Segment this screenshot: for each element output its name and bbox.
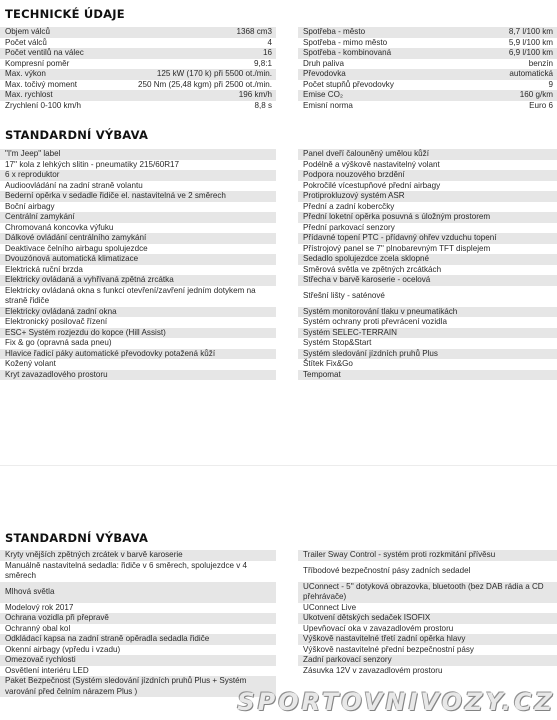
spec-row: Max. výkon 125 kW (170 k) při 5500 ot./min. xyxy=(0,69,276,80)
spec-row: Objem válců 1368 cm3 xyxy=(0,27,276,38)
standard-equipment-heading-2: STANDARDNÍ VÝBAVA xyxy=(5,531,149,545)
list-item: 6 x reproduktor xyxy=(0,170,276,181)
list-item: Výškově nastavitelné přední bezpečnostní pásy xyxy=(303,644,474,654)
list-item: "I'm Jeep" label xyxy=(0,149,276,160)
list-item: Systém SELEC-TERRAIN xyxy=(298,328,557,339)
technical-heading: TECHNICKÉ ÚDAJE xyxy=(5,7,125,21)
list-item: Systém Stop&Start xyxy=(303,338,372,347)
list-item: Přední loketní opěrka posuvná s úložným prostorem xyxy=(298,212,557,223)
list-item: Směrová světla ve zpětných zrcátkách xyxy=(303,264,442,274)
list-item: 17'' kola z lehkých slitin - pneumatiky 215/60R17 xyxy=(5,159,180,169)
list-item: Elektricky ovládaná okna s funkcí otevření/zavření jedním dotykem na straně řidiče xyxy=(5,285,256,305)
spec-row: Emisní norma Euro 6 xyxy=(303,100,553,110)
list-item: Okenní airbagy (vpředu i vzadu) xyxy=(5,644,121,654)
spec-row: Spotřeba - mimo město 5,9 l/100 km xyxy=(303,37,553,47)
spec-row: Druh paliva benzín xyxy=(303,58,553,68)
spec-row: Spotřeba - kombinovaná 6,9 l/100 km xyxy=(298,48,557,59)
spec-row: Zrychlení 0-100 km/h 8,8 s xyxy=(5,100,272,110)
list-item: ESC+ Systém rozjezdu do kopce (Hill Assist) xyxy=(0,328,276,339)
list-item: UConnect - 5'' dotyková obrazovka, bluetooth (bez DAB rádia a CD přehrávače) xyxy=(298,582,557,603)
spec-row: Převodovka automatická xyxy=(298,69,557,80)
list-item: Ochrana vozidla při přepravě xyxy=(0,613,276,624)
list-item: Kožený volant xyxy=(5,359,56,368)
spec-row: Spotřeba - město 8,7 l/100 km xyxy=(298,27,557,38)
standard-left-list xyxy=(0,149,276,380)
list-item: Fix & go (opravná sada pneu) xyxy=(5,338,112,347)
list-item: Ukotvení dětských sedaček ISOFIX xyxy=(298,613,557,624)
list-item: Omezovač rychlosti xyxy=(0,655,276,666)
list-item: Bederní opěrka v sedadle řidiče el. nastavitelná ve 2 směrech xyxy=(0,191,276,202)
list-item: Střešní lišty - saténové xyxy=(303,290,385,300)
list-item: Centrální zamykání xyxy=(0,212,276,223)
list-item: Hlavice řadicí páky automatické převodovky potažená kůží xyxy=(0,349,276,360)
page-divider xyxy=(0,465,557,466)
standard2-left-list xyxy=(0,550,276,697)
list-item: Podélně a výškově nastavitelný volant xyxy=(303,159,440,169)
list-item: Dálkové ovládání centrálního zamykání xyxy=(0,233,276,244)
list-item: Přídavné topení PTC - přídavný ohřev vzduchu topení xyxy=(298,233,557,244)
list-item: Střecha v barvě karoserie - ocelová xyxy=(298,275,557,286)
list-item: Elektronický posilovač řízení xyxy=(5,317,108,326)
list-item: Kryt zavazadlového prostoru xyxy=(0,370,276,381)
list-item: Dvouzónová automatická klimatizace xyxy=(0,254,276,265)
list-item: Ochranný obal kol xyxy=(5,623,71,633)
spec-row: Kompresní poměr 9,8:1 xyxy=(5,58,272,68)
list-item: Přístrojový panel se 7'' plnobarevným TFT displejem xyxy=(303,243,491,253)
list-item: Sedadlo spolujezdce zcela sklopné xyxy=(298,254,557,265)
list-item: Elektrická ruční brzda xyxy=(5,264,83,274)
list-item: Tříbodové bezpečnostní pásy zadních sedadel xyxy=(303,565,471,575)
list-item: Systém sledování jízdních pruhů Plus xyxy=(298,349,557,360)
spec-row: Max. točivý moment 250 Nm (25,48 kgm) při 2500 ot./min. xyxy=(5,79,272,89)
list-item: UConnect Live xyxy=(303,602,357,612)
spec-row: Počet ventilů na válec 16 xyxy=(0,48,276,59)
list-item: Pokročilé vícestupňové přední airbagy xyxy=(303,180,441,190)
list-item: Přední parkovací senzory xyxy=(303,222,395,232)
list-item: Upevňovací oka v zavazadlovém prostoru xyxy=(303,623,454,633)
list-item: Podpora nouzového brzdění xyxy=(298,170,557,181)
standard-equipment-heading: STANDARDNÍ VÝBAVA xyxy=(5,128,149,142)
spec-row: Počet válců 4 xyxy=(5,37,272,47)
list-item: Výškově nastavitelné třetí zadní opěrka hlavy xyxy=(298,634,557,645)
spec-row: Max. rychlost 196 km/h xyxy=(0,90,276,101)
list-item: Systém ochrany proti převrácení vozidla xyxy=(303,317,447,326)
list-item: Chromovaná koncovka výfuku xyxy=(5,222,114,232)
list-item: Odkládací kapsa na zadní straně opěradla sedadla řidiče xyxy=(0,634,276,645)
list-item: Přední a zadní kobercčky xyxy=(303,201,395,211)
list-item: Audioovládání na zadní straně volantu xyxy=(5,180,143,190)
list-item: Zadní parkovací senzory xyxy=(298,655,557,666)
list-item: Systém monitorování tlaku v pneumatikách xyxy=(298,307,557,318)
list-item: Mlhová světla xyxy=(0,582,276,603)
list-item: Modelový rok 2017 xyxy=(5,602,74,612)
list-item: Elektricky ovládaná a vyhřívaná zpětná zrcátka xyxy=(0,275,276,286)
technical-right-table xyxy=(298,27,557,111)
standard2-right-list xyxy=(298,550,557,676)
list-item: Trailer Sway Control - systém proti rozkmitání přívěsu xyxy=(298,550,557,561)
list-item: Protiprokluzový systém ASR xyxy=(298,191,557,202)
list-item: Boční airbagy xyxy=(5,201,55,211)
standard-right-list xyxy=(298,149,557,380)
technical-left-table xyxy=(0,27,276,111)
list-item: Zásuvka 12V v zavazadlovém prostoru xyxy=(303,665,443,675)
list-item: Tempomat xyxy=(298,370,557,381)
list-item: Panel dveří čalouněný umělou kůží xyxy=(298,149,557,160)
list-item: Elektricky ovládaná zadní okna xyxy=(0,307,276,318)
list-item: Štítek Fix&Go xyxy=(303,359,353,368)
list-item: Kryty vnějších zpětných zrcátek v barvě karoserie xyxy=(0,550,276,561)
list-item: Deaktivace čelního airbagu spolujezdce xyxy=(5,243,148,253)
spec-row: Emise CO₂ 160 g/km xyxy=(298,90,557,101)
list-item: Paket Bezpečnost (Systém sledování jízdních pruhů Plus + Systém varování před čelním nárazem Plus ) xyxy=(0,676,276,697)
list-item: Manuálně nastavitelná sedadla: řidiče v 6 směrech, spolujezdce v 4 směrech xyxy=(5,560,248,580)
watermark-logo: SPORTOVNIVOZY.CZ xyxy=(237,688,555,716)
list-item: Osvětlení interiéru LED xyxy=(5,665,89,675)
spec-row: Počet stupňů převodovky 9 xyxy=(303,79,553,89)
